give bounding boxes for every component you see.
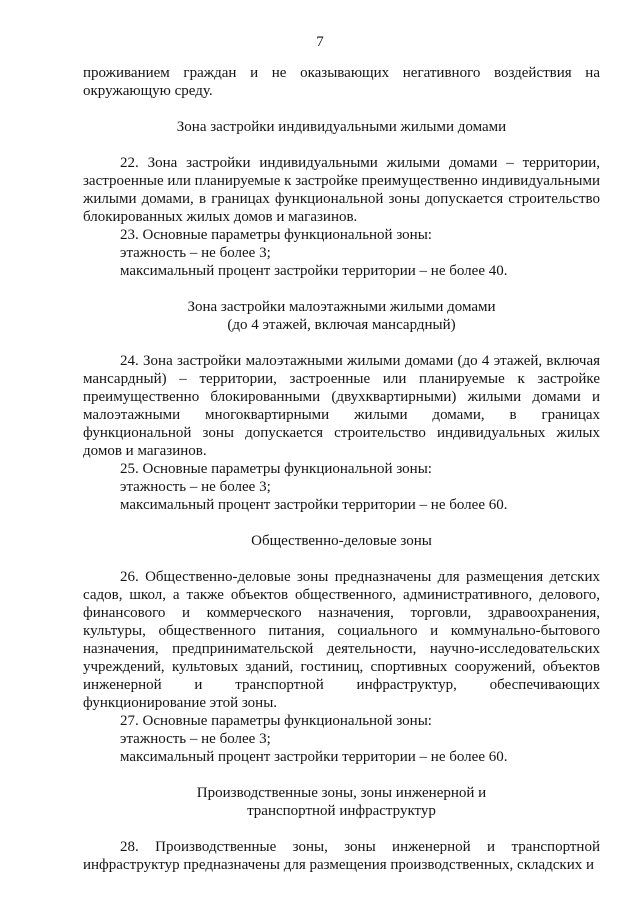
paragraph-23: 23. Основные параметры функциональной зоны: <box>120 227 432 243</box>
param-coverage-3: максимальный процент застройки территории – не более 60. <box>120 749 508 765</box>
section-heading-lowrise-line1: Зона застройки малоэтажными жилыми домами <box>187 299 496 315</box>
section-heading-lowrise-line2: (до 4 этажей, включая мансардный) <box>227 317 456 333</box>
param-coverage-1: максимальный процент застройки территории – не более 40. <box>120 263 508 279</box>
section-heading-public-business: Общественно-деловые зоны <box>251 533 432 549</box>
param-floors-1: этажность – не более 3; <box>120 245 271 261</box>
section-heading-individual-housing: Зона застройки индивидуальными жилыми домами <box>176 119 507 135</box>
page-number: 7 <box>316 34 324 50</box>
param-floors-2: этажность – не более 3; <box>120 479 271 495</box>
document-body <box>83 64 600 874</box>
paragraph-25: 25. Основные параметры функциональной зоны: <box>120 461 432 477</box>
paragraph-28: 28. Производственные зоны, зоны инженерной и транспортной инфраструктур предназначены для размещения производственных, складских и <box>83 839 600 873</box>
paragraph-24: 24. Зона застройки малоэтажными жилыми домами (до 4 этажей, включая мансардный) – территории, застроенные или планируемые к застройке преимущественно блокированными (двухквартирными) жилыми домами и малоэтажными многоквартирными жилыми домами, в границах функциональной зоны допускается строительство индивидуальных жилых домов и магазинов. <box>83 353 600 459</box>
paragraph-27: 27. Основные параметры функциональной зоны: <box>120 713 432 729</box>
section-heading-industrial-line2: транспортной инфраструктур <box>247 803 436 819</box>
param-coverage-2: максимальный процент застройки территории – не более 60. <box>120 497 508 513</box>
section-heading-industrial-line1: Производственные зоны, зоны инженерной и <box>196 785 487 801</box>
paragraph-22: 22. Зона застройки индивидуальными жилыми домами – территории, застроенные или планируемые к застройке преимущественно индивидуальными жилыми домами, в границах функциональной зоны допускается строительство блокированных жилых домов и магазинов. <box>83 155 600 225</box>
intro-paragraph: проживанием граждан и не оказывающих негативного воздействия на окружающую среду. <box>83 65 600 99</box>
param-floors-3: этажность – не более 3; <box>120 731 271 747</box>
paragraph-26: 26. Общественно-деловые зоны предназначены для размещения детских садов, школ, а также объектов общественного, административного, делового, финансового и коммерческого назначения, торговли, здравоохранения, культуры, общественного питания, социального и коммунально-бытового назначения, предпринимательской деятельности, научно-исследовательских учреждений, культовых зданий, гостиниц, спортивных сооружений, объектов инженерной и транспортной инфраструктур, обеспечивающих функционирование этой зоны. <box>83 569 600 711</box>
